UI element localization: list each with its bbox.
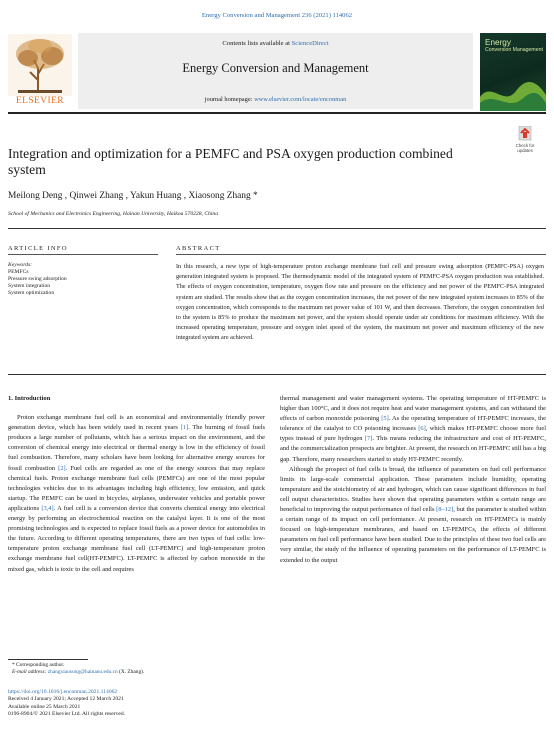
section-heading: 1. Introduction	[8, 395, 51, 402]
abstract-heading: ABSTRACT	[176, 245, 221, 252]
publication-info	[8, 689, 308, 719]
abstract-bottom-rule	[8, 374, 546, 375]
keywords-block	[8, 262, 158, 297]
affiliation: School of Mechanics and Electronics Engineering, Hainan University, Haikou 570228, China	[8, 211, 218, 217]
email-line: E-mail address: zhangxiaosong@hainanu.edu.cn (X. Zhang).	[12, 669, 145, 676]
available-date: Available online 25 March 2021	[8, 703, 81, 710]
citation-link[interactable]: [6]	[418, 425, 426, 433]
citation-link[interactable]: [3,4]	[41, 504, 54, 512]
citation-link[interactable]: [1]	[180, 424, 189, 432]
received-dates: Received 4 January 2021; Accepted 12 March 2021	[8, 696, 124, 703]
publisher-name: ELSEVIER	[15, 96, 65, 106]
keyword: System integration	[8, 282, 51, 289]
citation-link[interactable]: [7]	[364, 435, 373, 443]
body-column-left	[8, 394, 265, 575]
journal-cover-thumbnail[interactable]	[480, 33, 546, 111]
paragraph: Although the prospect of fuel cells is broad, the influence of parameters on fuel cell performance limits its large-scale commercial application. These parameters include humidity, operating temperature and the stoichiometry of air and hydrogen, which can cause significant differences in fuel cell output characteristics. Studies have shown that operating parameters within a certain range are beneficial to improving the output performance of fuel cells [8–12], but the parameter is studied within a certain range of its impact on cell performance. At present, research on HT-PEMFCs is mainly focused on high-temperature membranes, and based on LT-PEMFCs, the effects of different parameters on fuel cell performance have been studied. Due to the principles of these two fuel cells are very similar, the study of the influence of operating parameters on the performance of LT-PEMFC is extended to the output	[280, 465, 547, 564]
homepage-link[interactable]: www.elsevier.com/locate/enconman	[254, 96, 347, 103]
author-list: Meilong Deng , Qinwei Zhang , Yakun Huang , Xiaosong Zhang *	[8, 191, 258, 201]
header-rule	[8, 112, 546, 114]
journal-citation[interactable]: Energy Conversion and Management 236 (2021) 114062	[201, 12, 353, 19]
journal-title: Energy Conversion and Management	[182, 61, 369, 75]
keyword: System optimization	[8, 289, 55, 296]
copyright: 0196-8904/© 2021 Elsevier Ltd. All rights reserved.	[8, 711, 126, 718]
paragraph: thermal management and water management systems. The operating temperature of HT-PEMFC is higher than 100°C, and it does not require heat and water management systems, and can withstand the effects of carbon monoxide poisoning [5]. As the operating temperature of HT-PEMFC increases, the tolerance of the catalyst to CO poisoning increases [6], which makes HT-PEMFC choose more fuel types instead of pure hydrogen [7]. This means reducing the infrastructure and cost of HT-PEMFC, and the commercialization prospects are brighter. At present, the research on HT-PEMFC still has a big gap. Therefore, many researchers started to study HT-PEMFC recently.	[280, 395, 547, 463]
citation-link[interactable]: [5]	[381, 415, 389, 423]
cover-wave-graphic	[480, 77, 546, 111]
contents-line: Contents lists available at ScienceDirect	[222, 40, 329, 47]
check-for-updates-label: Check for updates	[515, 143, 535, 153]
keyword: PEMFCs	[8, 268, 29, 275]
article-info-heading: ARTICLE INFO	[8, 245, 68, 252]
sciencedirect-link[interactable]: ScienceDirect	[291, 40, 329, 47]
doi-link[interactable]: https://doi.org/10.1016/j.enconman.2021.114062	[8, 689, 118, 695]
journal-homepage: journal homepage: www.elsevier.com/locate/enconman	[204, 96, 347, 103]
cover-title: Energy Conversion Management	[485, 38, 543, 53]
keywords-label: Keywords:	[8, 262, 33, 268]
citation-link[interactable]: [8–12]	[436, 506, 454, 514]
email-link[interactable]: zhangxiaosong@hainanu.edu.cn	[47, 669, 118, 676]
check-for-updates-icon[interactable]	[512, 126, 538, 158]
title-rule	[8, 228, 546, 229]
footnote	[12, 662, 312, 676]
corresponding-author-note: * Corresponding author.	[12, 662, 65, 668]
footnote-rule	[8, 659, 88, 660]
keyword: Pressure swing adsorption	[8, 275, 67, 282]
citation-link[interactable]: [2]	[58, 464, 66, 472]
paragraph: Proton exchange membrane fuel cell is an economical and environmentally friendly power generation device, which has been widely used in recent years [1]. The burning of fossil fuels produces a large number of pollutants, which has a serious impact on the environment, and the conversion of chemical energy into electrical or thermal energy is low in the efficiency of fossil fuel combustion. Therefore, many scholars have been looking for alternative energy sources for fossil combustion [2]. Fuel cells are regarded as one of the energy sources that may replace chemical fuels. Proton exchange membrane fuel cells (PEMFCs) are one of the most popular technologies vehicles due to its advantages including high efficiency, low emission, and quick startup. The PEMFC can be used in bicycles, airplanes, underwater vehicles and portable power applications [3,4]. A fuel cell is a conversion device that converts chemical energy into electrical energy by performing an electrochemical reaction on the catalyst layer. It is one of the most promising technologies and is expected to replace fossil fuels as a power device for automobiles in the future. According to different operating temperatures, there are two types of fuel cells: low-temperature proton exchange membrane fuel cell (LT-PEMFC) and high-temperature proton exchange membrane fuel cell(HT-PEMFC). LT-PEMFC is affected by carbon monoxide in the mixed gas, which is toxic to the cell and requires	[8, 414, 265, 573]
article-title: Integration and optimization for a PEMFC and PSA oxygen production combined system	[8, 146, 453, 177]
article-info-rule	[8, 254, 158, 255]
abstract-rule	[176, 254, 546, 255]
abstract-text: In this research, a new type of high-temperature proton exchange membrane fuel cell and pressure swing adsorption (PEMFC-PSA) oxygen generation integrated system is proposed. The thermodynamic model of the integrated system of PEMFC-PSA oxygen production was established. The effects of oxygen concentration, temperature, oxygen flow rate and pressure on the efficiency and net power of the PEMFC-PSA integrated system are studied. The results show that as the oxygen concentration increases, the net power of the new integrated system increases to 85% of the oxygen concentration, which corresponds to the maximum net power value of 101 W, and then decreases. Therefore, the oxygen concentration fed to the system is 85% to produce the maximum net power, and the system should operate under air conditions for maximum efficiency. With the increased operating temperature, pressure and oxygen inlet speed of the system, the maximum net power and maximum efficiency of the new integrated system are achieved.	[176, 263, 544, 342]
body-column-right	[280, 394, 546, 566]
